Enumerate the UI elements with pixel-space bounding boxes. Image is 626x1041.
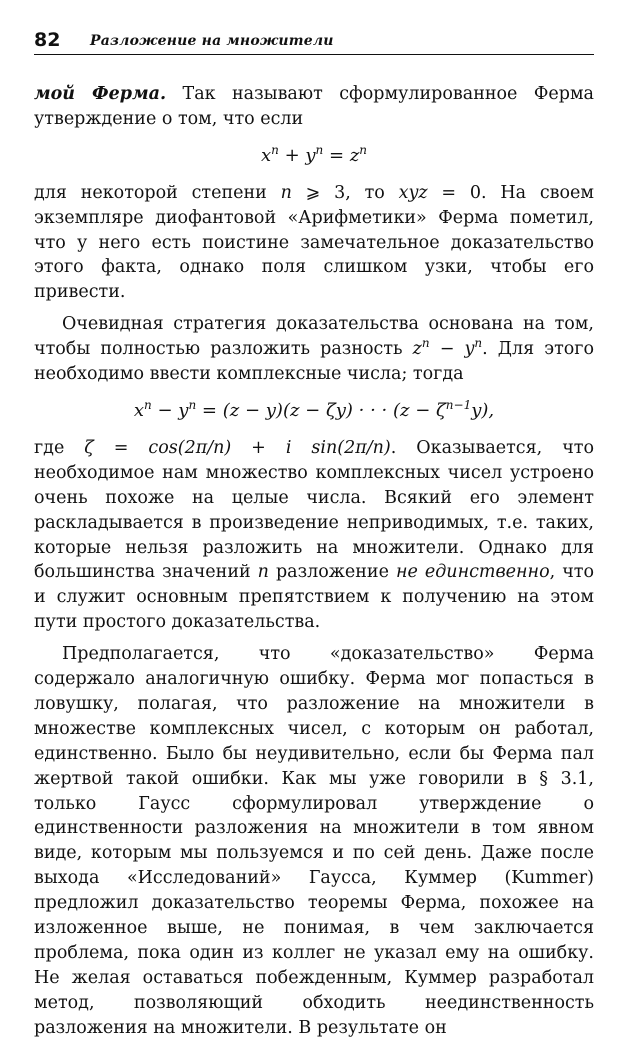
body-text	[34, 82, 594, 1041]
paragraph-4-text-a: где	[34, 437, 85, 458]
paragraph-4-text-b: . Оказывается, что необходимое нам множество комплексных чисел устроено очень похоже на целые числа. Всякий его элемент раскладывается в произведение неприводимых, т.е. таких, которые нельзя разложить на множители. Однако для большинства значений	[34, 437, 594, 583]
math-exp-n: n	[421, 336, 430, 351]
math-n: n	[280, 182, 292, 203]
paragraph-2-text-c: = 0. На своем экземпляре диофантовой «Арифметики» Ферма пометил, что у него есть поистине замечательное доказательство этого факта, однако поля слишком узки, чтобы его привести.	[34, 182, 595, 303]
formula-op-minus: −	[151, 399, 179, 421]
paragraph-3-text-b: . Для этого необходимо ввести комплексные числа; тогда	[34, 339, 594, 385]
formula-op-plus: +	[278, 144, 306, 166]
paragraph-2-text-a: для некоторой степени	[34, 182, 281, 203]
paragraph-2	[34, 181, 594, 306]
page-header	[34, 28, 594, 55]
paragraph-1-text: Так называют сформулированное Ферма утверждение о том, что если	[34, 84, 594, 129]
paragraph-5: Предполагается, что «доказательство» Ферма содержало аналогичную ошибку. Ферма мог попасться в ловушку, полагая, что разложение на множители в множестве комплексных чисел, с которым он работал, единственно. Было бы неудивительно, если бы Ферма пал жертвой такой ошибки. Как мы уже говорили в § 3.1, только Гаусс сформулировал утверждение о единственности разложения на множители в том явном виде, которым мы пользуемся и по сей день. Даже после выхода «Исследований» Гаусса, Куммер (Kummer) предложил доказательство теоремы Ферма, похожее на изложенное выше, не понимая, в чем заключается проблема, пока один из коллег не указал ему на ошибку. Не желая оставаться побежденным, Куммер разработал метод, позволяющий обходить неединственность разложения на множители. В результате он	[34, 644, 594, 1038]
math-zeta-definition: ζ = cos(2π/n) + i sin(2π/n)	[84, 437, 391, 458]
paragraph-4	[34, 436, 594, 635]
formula-fermat	[34, 132, 594, 181]
math-exp-n: n	[474, 336, 483, 351]
math-n: n	[257, 562, 269, 583]
math-y: y	[464, 339, 475, 360]
formula-factorization	[34, 387, 594, 436]
formula-var-z: z	[349, 144, 360, 166]
formula-rhs: = (z − y)(z − ζy) · · · (z − ζ	[196, 399, 446, 421]
math-minus: −	[429, 339, 465, 360]
paragraph-3-text-a: Очевидная стратегия доказательства основана на том, чтобы полностью разложить разность	[34, 314, 594, 360]
formula-op-eq: =	[323, 144, 350, 166]
formula-var-x: x	[260, 144, 272, 166]
italic-emphasis: не единственно	[395, 562, 550, 583]
page-number: 82	[34, 29, 61, 51]
paragraph-4-text-c: разложение	[268, 562, 396, 583]
paragraph-3	[34, 312, 594, 387]
math-z: z	[412, 339, 422, 360]
formula-exp-n: n	[144, 397, 152, 412]
formula-exp-n: n	[188, 397, 197, 412]
formula-exp-n: n	[359, 142, 368, 157]
paragraph-2-text-b: ⩾ 3, то	[291, 182, 399, 203]
formula-exp-n: n	[315, 142, 324, 157]
formula-exp-n-minus-1: n−1	[445, 397, 472, 412]
paragraph-1	[34, 82, 594, 132]
running-title: Разложение на множители	[90, 33, 334, 49]
formula-exp-n: n	[271, 142, 279, 157]
math-xyz: xyz	[398, 182, 428, 203]
paragraph-4-text-d: , что и служит основным препятствием к получению на этом пути простого доказательства.	[34, 562, 594, 633]
formula-rhs-end: y),	[471, 399, 495, 421]
formula-var-x: x	[133, 399, 145, 421]
formula-var-y: y	[305, 144, 316, 166]
formula-var-y: y	[178, 399, 189, 421]
italic-term: мой Ферма.	[34, 84, 167, 104]
